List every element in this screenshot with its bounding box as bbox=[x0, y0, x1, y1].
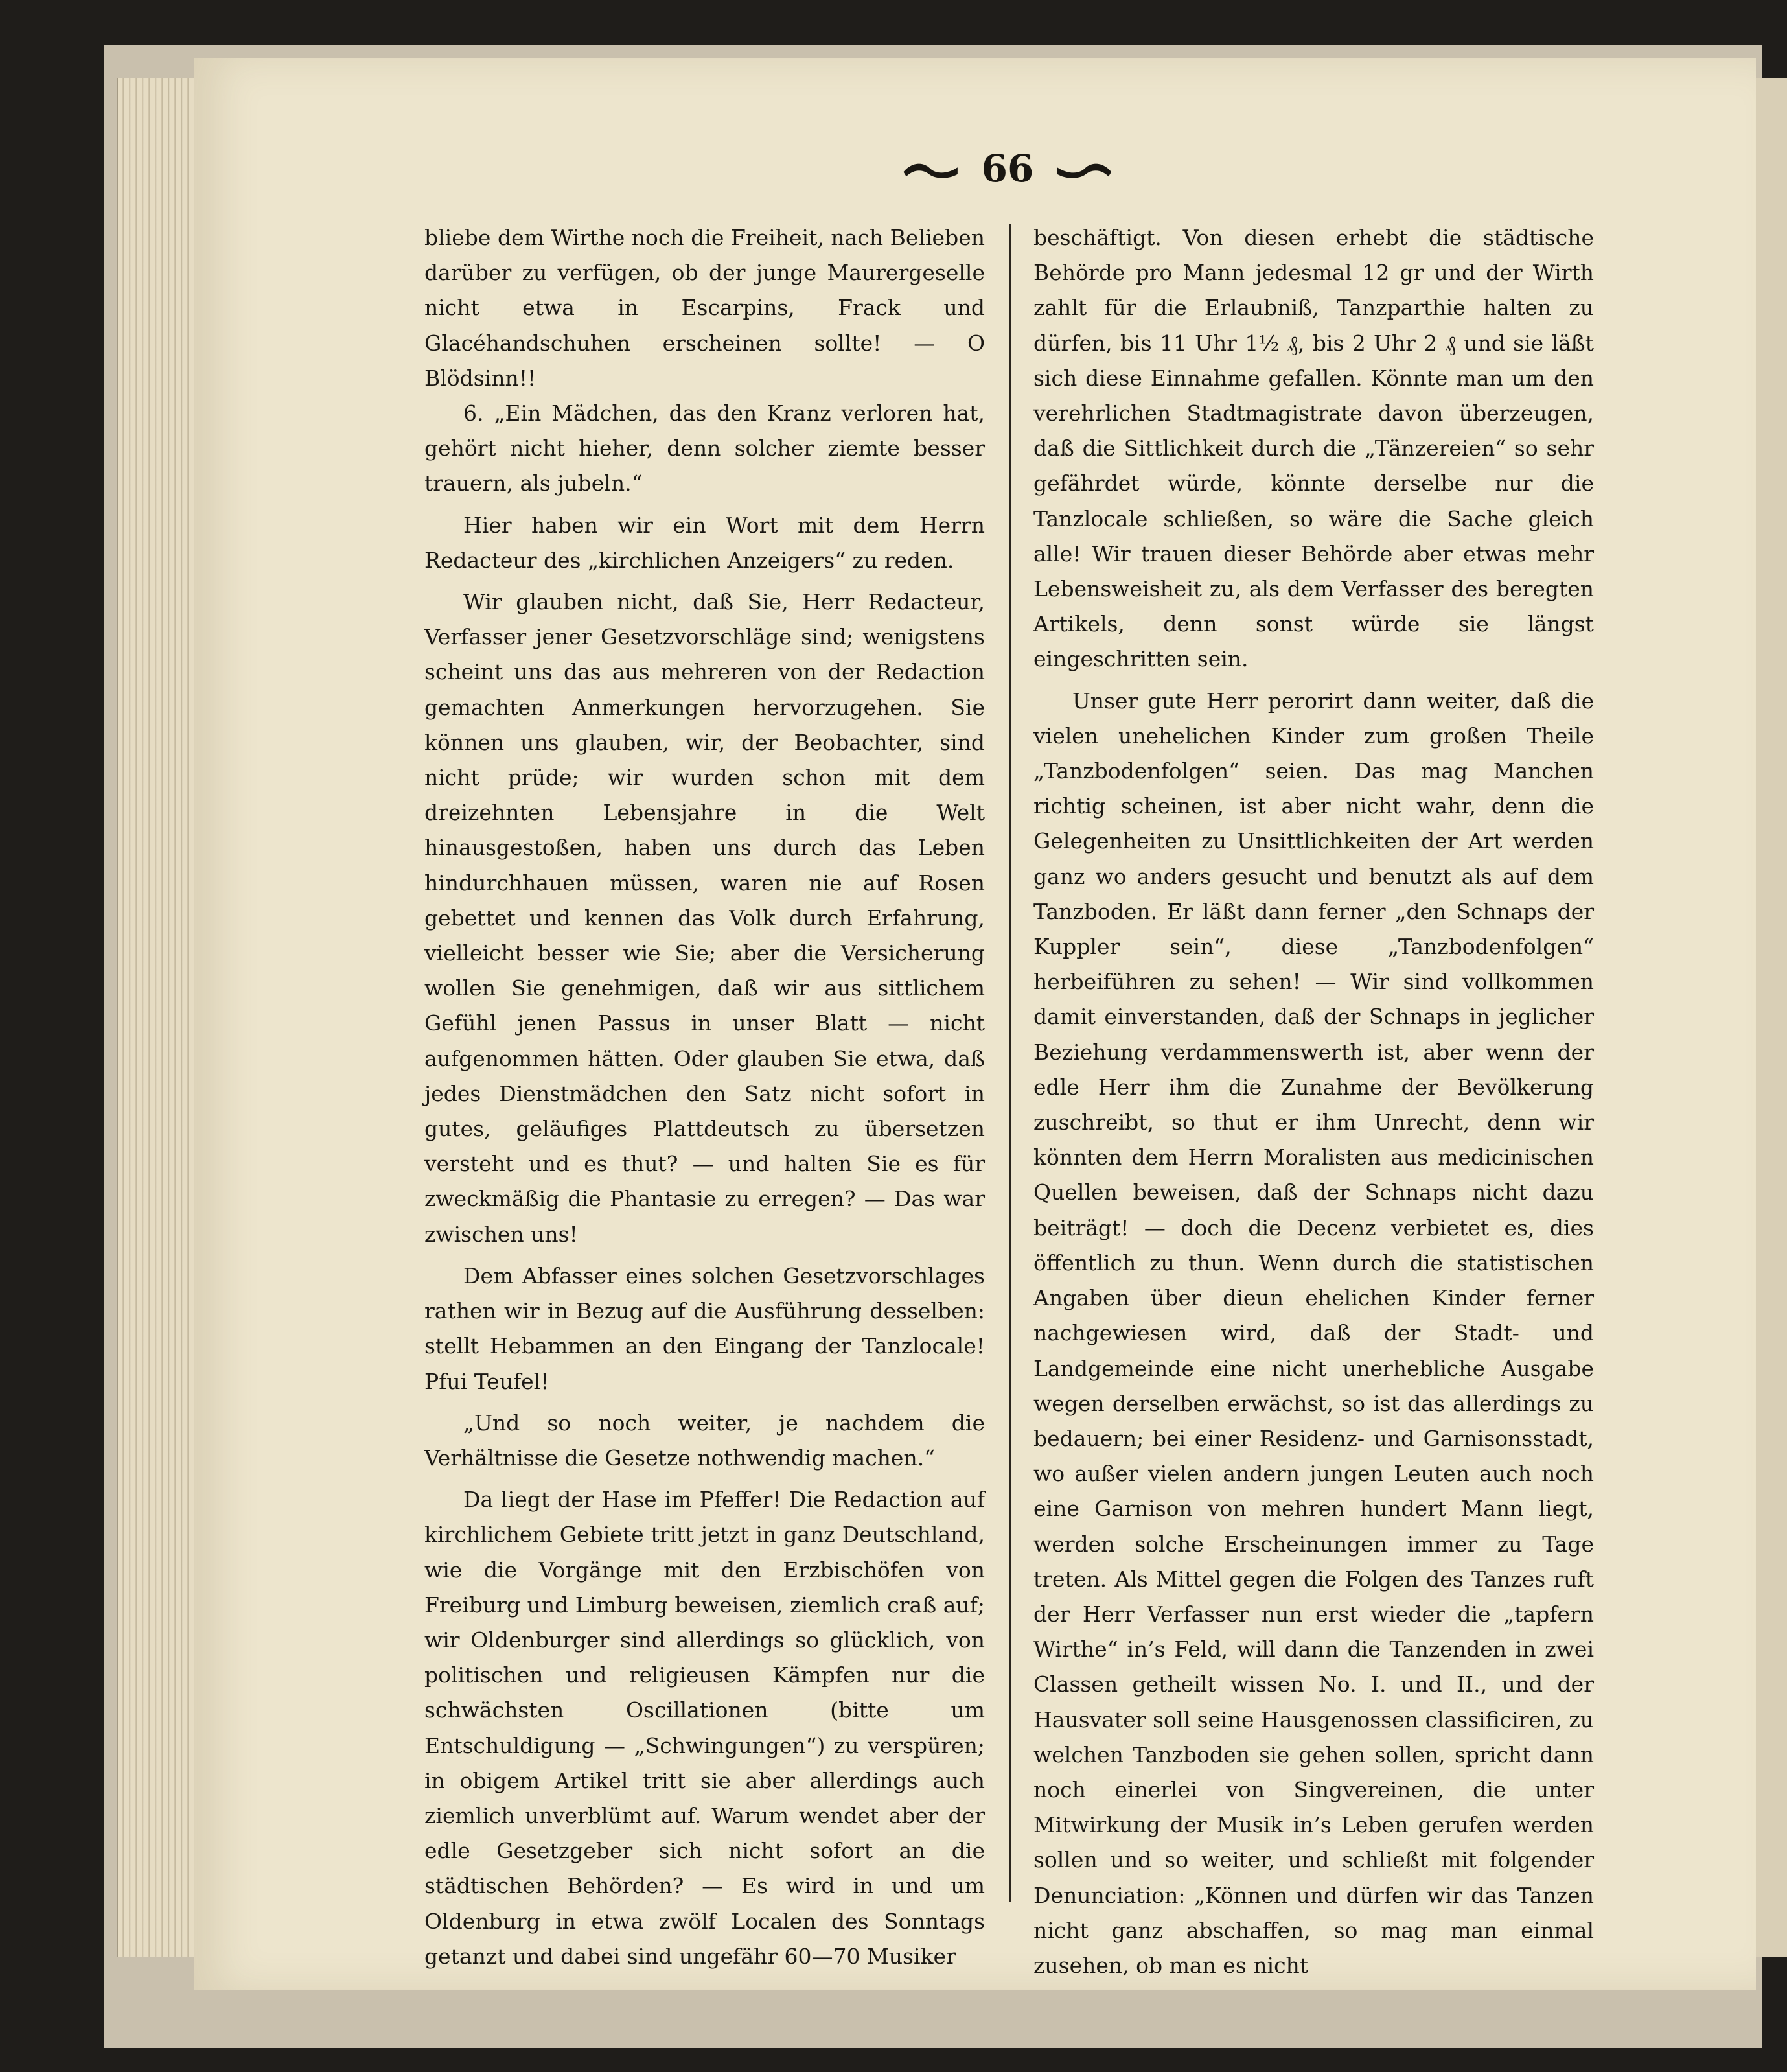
page-number-header bbox=[901, 143, 1114, 194]
paragraph: Da liegt der Hase im Pfeffer! Die Redaction auf kirchlichem Gebiete tritt jetzt in ganz Deutschland, wie die Vorgänge mit den Erzbischöfen von Freiburg und Limburg beweisen, ziemlich craß auf; wir Oldenburger sind allerdings so glücklich, von politischen und religieusen Kämpfen nur die schwächsten Oscillationen (bitte um Entschuldigung — „Schwingungen“) zu verspüren; in obigem Artikel tritt sie aber allerdings auch ziemlich unverblümt auf. Warum wendet aber der edle Gesetzgeber sich nicht sofort an die städtischen Behörden? — Es wird in und um Oldenburg in etwa zwölf Localen des Sonntags getanzt und dabei sind ungefähr 60—70 Musiker bbox=[424, 1487, 985, 1969]
left-ornament-icon bbox=[901, 156, 963, 181]
paragraph: Hier haben wir ein Wort mit dem Herrn Redacteur des „kirchlichen Anzeigers“ zu reden. bbox=[424, 512, 985, 573]
paragraph: beschäftigt. Von diesen erhebt die städtische Behörde pro Mann jedesmal 12 gr und der Wirth zahlt für die Erlaubniß, Tanzparthie halten zu dürfen, bis 11 Uhr 1½ ₰, bis 2 Uhr 2 ₰ und sie läßt sich diese Einnahme gefallen. Könnte man um den verehrlichen Stadtmagistrate davon überzeugen, daß die Sittlichkeit durch die „Tänzereien“ so sehr gefährdet würde, könnte derselbe nur die Tanzlocale schließen, so wäre die Sache gleich alle! Wir trauen dieser Behörde aber etwas mehr Lebensweisheit zu, als dem Verfasser des beregten Artikels, denn sonst würde sie längst eingeschritten sein. bbox=[1033, 225, 1594, 672]
paragraph: 6. „Ein Mädchen, das den Kranz verloren hat, gehört nicht hieher, denn solcher ziemte besser trauern, als jubeln.“ bbox=[424, 401, 985, 496]
right-text-column bbox=[1033, 220, 1594, 1983]
paragraph: bliebe dem Wirthe noch die Freiheit, nach Belieben darüber zu verfügen, ob der junge Maurergeselle nicht etwa in Escarpins, Frack und Glacéhandschuhen erscheinen sollte! — O Blödsinn!! bbox=[424, 225, 985, 391]
page-number: 66 bbox=[981, 146, 1034, 191]
paragraph: Unser gute Herr perorirt dann weiter, daß die vielen unehelichen Kinder zum großen Theile „Tanzbodenfolgen“ seien. Das mag Manchen richtig scheinen, ist aber nicht wahr, denn die Gelegenheiten zu Unsittlichkeiten der Art werden ganz wo anders gesucht und benutzt als auf dem Tanzboden. Er läßt dann ferner „den Schnaps der Kuppler sein“, diese „Tanzbodenfolgen“ herbeiführen zu sehen! — Wir sind vollkommen damit einverstanden, daß der Schnaps in jeglicher Beziehung verdammenswerth ist, aber wenn der edle Herr ihm die Zunahme der Bevölkerung zuschreibt, so thut er ihm Unrecht, denn wir könnten dem Herrn Moralisten aus medicinischen Quellen beweisen, daß der Schnaps nicht dazu beiträgt! — doch die Decenz verbietet es, dies öffentlich zu thun. Wenn durch die statistischen Angaben über dieun ehelichen Kinder ferner nachgewiesen wird, daß der Stadt- und Landgemeinde eine nicht unerhebliche Ausgabe wegen derselben erwächst, so ist das allerdings zu bedauern; bei einer Residenz- und Garnisonsstadt, wo außer vielen andern jungen Leuten auch noch eine Garnison von mehren hundert Mann liegt, werden solche Erscheinungen immer zu Tage treten. Als Mittel gegen die Folgen des Tanzes ruft der Herr Verfasser nun erst wieder die „tapfern Wirthe“ in’s Feld, will dann die Tanzenden in zwei Classen getheilt wissen No. I. und II., und der Hausvater soll seine Hausgenossen classificiren, zu welchen Tanzboden sie gehen sollen, spricht dann noch einerlei von Singvereinen, die unter Mitwirkung der Musik in’s Leben gerufen werden sollen und so weiter, und schließt mit folgender Denunciation: „Können und dürfen wir das Tanzen nicht ganz abschaffen, so mag man einmal zusehen, ob man es nicht bbox=[1033, 688, 1594, 1978]
paragraph: Dem Abfasser eines solchen Gesetzvorschlages rathen wir in Bezug auf die Ausführung desselben: stellt Hebammen an den Eingang der Tanzlocale! Pfui Teufel! bbox=[424, 1263, 985, 1394]
paragraph: Wir glauben nicht, daß Sie, Herr Redacteur, Verfasser jener Gesetzvorschläge sind; wenigstens scheint uns das aus mehreren von der Redaction gemachten Anmerkungen hervorzugehen. Sie können uns glauben, wir, der Beobachter, sind nicht prüde; wir wurden schon mit dem dreizehnten Lebensjahre in die Welt hinausgestoßen, haben uns durch das Leben hindurchhauen müssen, waren nie auf Rosen gebettet und kennen das Volk durch Erfahrung, vielleicht besser wie Sie; aber die Versicherung wollen Sie genehmigen, daß wir aus sittlichem Gefühl jenen Passus in unser Blatt — nicht aufgenommen hätten. Oder glauben Sie etwa, daß jedes Dienstmädchen den Satz nicht sofort in gutes, geläufiges Plattdeutsch zu übersetzen versteht und es thut? — und halten Sie es für zweckmäßig die Phantasie zu erregen? — Das war zwischen uns! bbox=[424, 589, 985, 1247]
column-divider bbox=[1009, 224, 1011, 1902]
right-ornament-icon bbox=[1052, 156, 1114, 181]
paragraph: „Und so noch weiter, je nachdem die Verhältnisse die Gesetze nothwendig machen.“ bbox=[424, 1410, 985, 1471]
left-text-column bbox=[424, 220, 985, 1974]
